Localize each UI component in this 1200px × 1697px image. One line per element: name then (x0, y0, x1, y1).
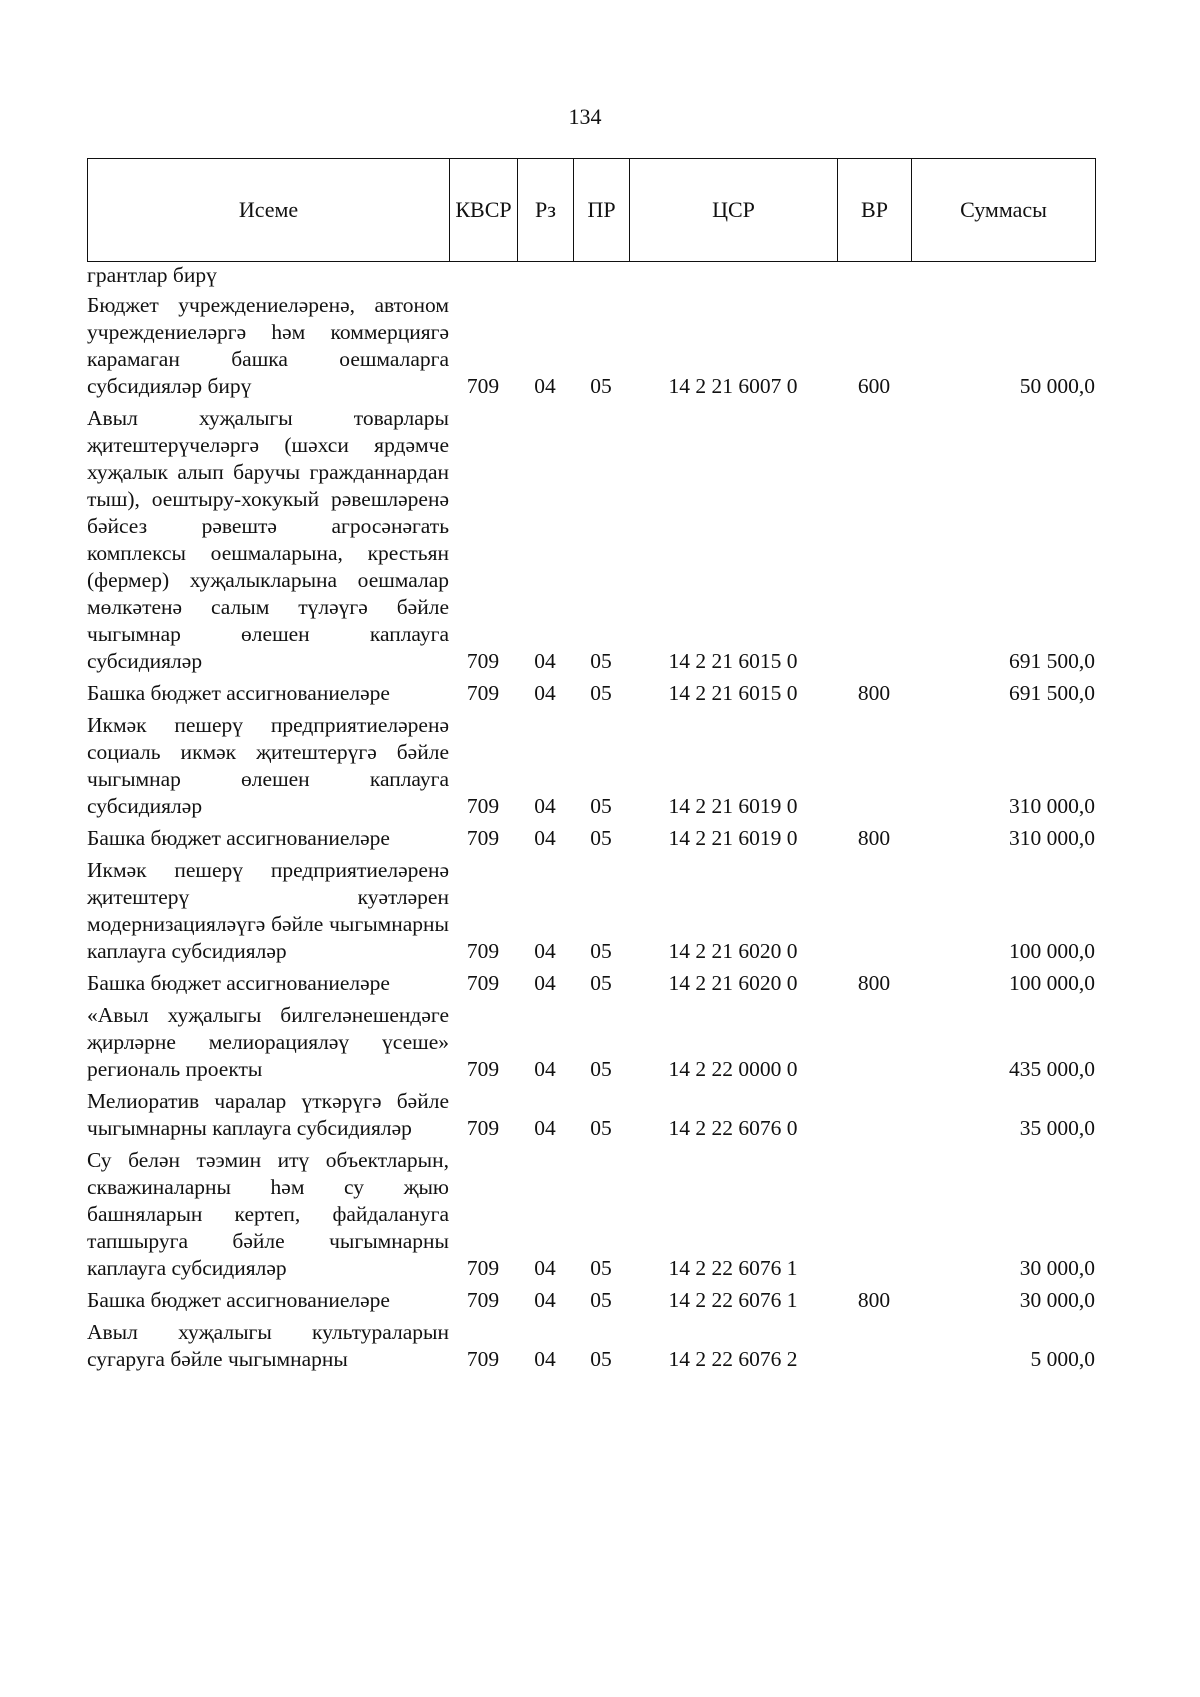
row-kvsr-cell: 709 (466, 794, 500, 818)
row-kvsr-cell: 709 (466, 939, 500, 963)
row-pr-cell: 05 (590, 794, 612, 818)
column-header-tsr: ЦСР (630, 159, 838, 262)
row-name-text: Башка бюджет ассигнованиеләре (87, 1288, 390, 1312)
row-rz-cell: 04 (534, 681, 556, 705)
row-rz-cell: 04 (534, 374, 556, 398)
row-name-cell (87, 405, 449, 680)
row-pr-cell: 05 (590, 1256, 612, 1280)
column-header-kvsr: КВСР (450, 159, 518, 262)
row-sum-cell: 435 000,0 (1009, 1057, 1095, 1081)
row-tsr-cell: 14 2 22 6076 0 (668, 1116, 798, 1140)
row-tsr-cell: 14 2 21 6020 0 (668, 939, 798, 963)
row-tsr-cell: 14 2 21 6007 0 (668, 374, 798, 398)
row-vr-cell (837, 1319, 911, 1378)
row-pr-cell: 05 (590, 681, 612, 705)
row-name-text: Бюджет учреждениеләренә, автоном учреждениеләргә һәм коммерциягә карамаган башка оешмаларга субсидияләр бирү (87, 293, 449, 398)
row-sum-cell: 691 500,0 (1009, 649, 1095, 673)
row-pr-cell: 05 (590, 374, 612, 398)
row-kvsr-cell: 709 (466, 374, 500, 398)
row-tsr-cell (629, 262, 837, 292)
row-rz-cell: 04 (534, 939, 556, 963)
row-sum-cell: 310 000,0 (1009, 826, 1095, 850)
table-row (87, 1319, 1095, 1378)
row-name-text: «Авыл хуҗалыгы билгеләнешендәге җирләрне мелиорацияләү үсеше» региональ проекты (87, 1003, 449, 1081)
row-vr-cell: 600 (857, 374, 891, 398)
row-vr-cell (837, 1147, 911, 1287)
row-tsr-cell: 14 2 21 6019 0 (668, 794, 798, 818)
table-row (87, 857, 1095, 970)
row-kvsr-cell: 709 (466, 826, 500, 850)
table-row (87, 1002, 1095, 1088)
row-tsr-cell: 14 2 22 6076 1 (668, 1256, 798, 1280)
row-name-text: Авыл хуҗалыгы культураларын сугаруга бәйле чыгымнарны (87, 1320, 449, 1371)
page-number: 134 (568, 104, 602, 129)
row-name-text: Башка бюджет ассигнованиеләре (87, 826, 390, 850)
column-header-pr: ПР (574, 159, 630, 262)
row-rz-cell: 04 (534, 1256, 556, 1280)
table-row (87, 712, 1095, 825)
column-header-rz: Рз (518, 159, 574, 262)
row-sum-cell (911, 262, 1095, 292)
row-rz-cell: 04 (534, 649, 556, 673)
row-vr-cell (837, 857, 911, 970)
row-pr-cell (573, 262, 629, 292)
row-sum-cell: 30 000,0 (1019, 1256, 1095, 1280)
row-tsr-cell: 14 2 21 6015 0 (668, 681, 798, 705)
row-rz-cell: 04 (534, 826, 556, 850)
row-name-text: Авыл хуҗалыгы товарлары җитештерүчеләргә (шәхси ярдәмче хуҗалык алып баручы гражданнардан тыш), оештыру-хокукый рәвешләренә бәйсез рәвештә агросәнәгать комплексы оешмаларына, крестьян (фермер) хуҗалыкларына оешмалар мөлкәтенә салым түләүгә бәйле чыгымнар өлешен каплауга субсидияләр (87, 406, 449, 673)
row-name-text: грантлар бирү (87, 263, 217, 287)
row-pr-cell: 05 (590, 1347, 612, 1371)
row-kvsr-cell: 709 (466, 1256, 500, 1280)
row-vr-cell (837, 405, 911, 680)
row-name-cell (87, 1319, 449, 1378)
row-name-cell (87, 1147, 449, 1287)
row-pr-cell: 05 (590, 649, 612, 673)
row-vr-cell (837, 1002, 911, 1088)
row-tsr-cell: 14 2 22 6076 1 (668, 1288, 798, 1312)
row-vr-cell: 800 (857, 826, 891, 850)
table-row (87, 825, 1095, 857)
row-kvsr-cell: 709 (466, 681, 500, 705)
row-name-text: Икмәк пешерү предприятиеләренә социаль икмәк җитештерүгә бәйле чыгымнар өлешен каплауга субсидияләр (87, 713, 449, 818)
row-vr-cell (837, 1088, 911, 1147)
row-name-text: Су белән тәэмин итү объектларын, скважиналарны һәм су җыю башняларын кертеп, файдалануга тапшыруга бәйле чыгымнарны каплауга субсидияләр (87, 1148, 449, 1280)
row-kvsr-cell: 709 (466, 1116, 500, 1140)
row-sum-cell: 100 000,0 (1009, 939, 1095, 963)
row-pr-cell: 05 (590, 971, 612, 995)
row-name-text: Башка бюджет ассигнованиеләре (87, 971, 390, 995)
table-row (87, 262, 1095, 292)
column-header-name: Исеме (88, 159, 450, 262)
row-name-cell (87, 1002, 449, 1088)
table-body (87, 262, 1095, 1378)
row-sum-cell: 30 000,0 (1019, 1288, 1095, 1312)
row-pr-cell: 05 (590, 826, 612, 850)
row-pr-cell: 05 (590, 939, 612, 963)
row-name-cell (87, 970, 449, 1002)
table-row (87, 680, 1095, 712)
budget-table (87, 262, 1095, 1378)
table-row (87, 1287, 1095, 1319)
row-name-cell (87, 680, 449, 712)
table-row (87, 292, 1095, 405)
row-vr-cell: 800 (857, 681, 891, 705)
row-tsr-cell: 14 2 21 6015 0 (668, 649, 798, 673)
row-name-cell (87, 1088, 449, 1147)
row-name-cell (87, 292, 449, 405)
row-sum-cell: 310 000,0 (1009, 794, 1095, 818)
row-name-text: Икмәк пешерү предприятиеләренә җитештерү куәтләрен модернизацияләүгә бәйле чыгымнарны каплауга субсидияләр (87, 858, 449, 963)
row-name-cell (87, 712, 449, 825)
row-vr-cell (837, 262, 911, 292)
header-row (88, 159, 1096, 262)
row-tsr-cell: 14 2 21 6020 0 (668, 971, 798, 995)
row-kvsr-cell: 709 (466, 1288, 500, 1312)
row-sum-cell: 691 500,0 (1009, 681, 1095, 705)
row-vr-cell (837, 712, 911, 825)
row-pr-cell: 05 (590, 1288, 612, 1312)
row-kvsr-cell (449, 262, 517, 292)
table-row (87, 1088, 1095, 1147)
table-row (87, 970, 1095, 1002)
row-rz-cell: 04 (534, 1057, 556, 1081)
row-tsr-cell: 14 2 22 6076 2 (668, 1347, 798, 1371)
row-name-cell (87, 857, 449, 970)
row-vr-cell: 800 (857, 971, 891, 995)
table-row (87, 405, 1095, 680)
row-sum-cell: 50 000,0 (1019, 374, 1095, 398)
row-rz-cell: 04 (534, 971, 556, 995)
row-kvsr-cell: 709 (466, 1057, 500, 1081)
row-name-cell (87, 262, 449, 292)
row-name-text: Мелиоратив чаралар үткәрүгә бәйле чыгымнарны каплауга субсидияләр (87, 1089, 449, 1140)
row-sum-cell: 35 000,0 (1019, 1116, 1095, 1140)
table-row (87, 1147, 1095, 1287)
row-kvsr-cell: 709 (466, 649, 500, 673)
row-rz-cell: 04 (534, 794, 556, 818)
row-name-text: Башка бюджет ассигнованиеләре (87, 681, 390, 705)
table-header (87, 158, 1096, 262)
row-pr-cell: 05 (590, 1057, 612, 1081)
row-tsr-cell: 14 2 22 0000 0 (668, 1057, 798, 1081)
row-vr-cell: 800 (857, 1288, 891, 1312)
row-kvsr-cell: 709 (466, 1347, 500, 1371)
row-pr-cell: 05 (590, 1116, 612, 1140)
row-name-cell (87, 1287, 449, 1319)
row-sum-cell: 100 000,0 (1009, 971, 1095, 995)
row-rz-cell: 04 (534, 1347, 556, 1371)
row-rz-cell: 04 (534, 1288, 556, 1312)
row-rz-cell (517, 262, 573, 292)
row-sum-cell: 5 000,0 (1030, 1347, 1095, 1371)
column-header-vr: ВР (838, 159, 912, 262)
column-header-sum: Суммасы (912, 159, 1096, 262)
row-tsr-cell: 14 2 21 6019 0 (668, 826, 798, 850)
row-name-cell (87, 825, 449, 857)
row-kvsr-cell: 709 (466, 971, 500, 995)
row-rz-cell: 04 (534, 1116, 556, 1140)
